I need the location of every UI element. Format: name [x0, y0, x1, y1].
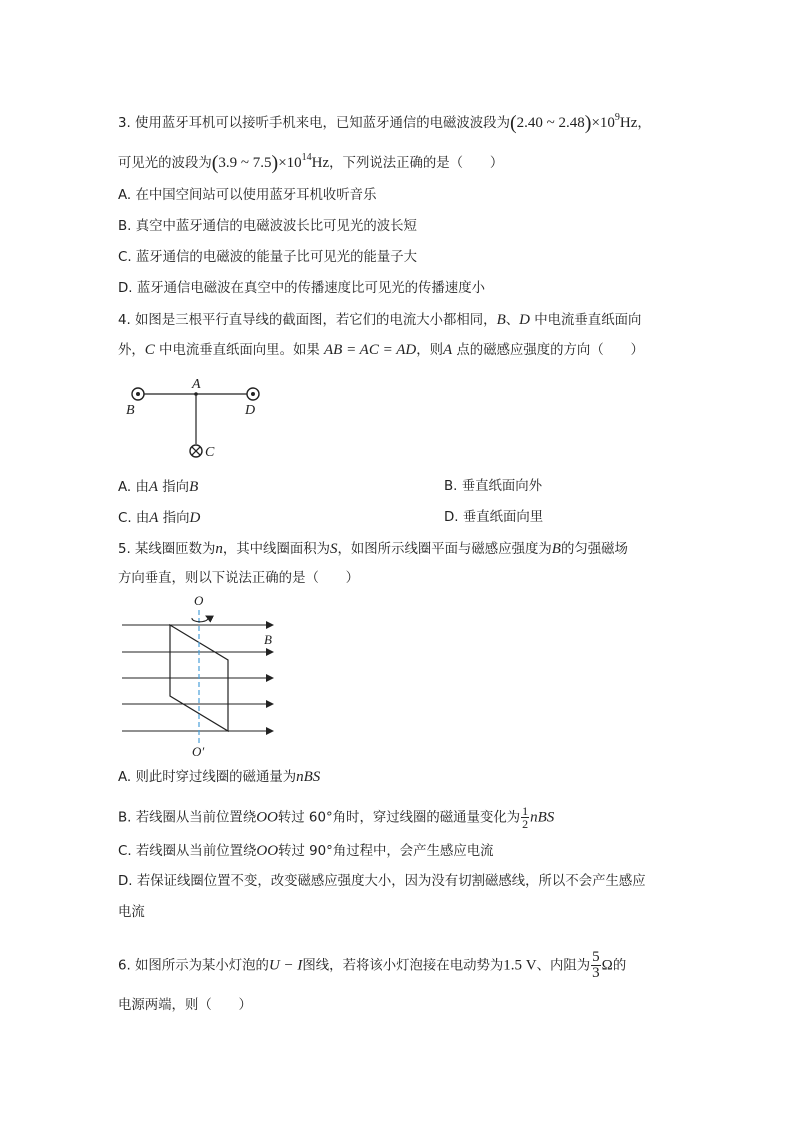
q3-option-a: A. 在中国空间站可以使用蓝牙耳机收听音乐	[118, 188, 377, 203]
q5-stem-line2: 方向垂直，则以下说法正确的是（ ）	[118, 571, 360, 586]
q5-option-d-line1: D. 若保证线圈位置不变，改变磁感应强度大小，因为没有切割磁感线，所以不会产生感应	[118, 874, 646, 889]
q5-option-b: B. 若线圈从当前位置绕OO转过 60°角时，穿过线圈的磁通量变化为 $\frac{1}{2}$ nBS	[118, 804, 555, 831]
wire-b-out-icon	[132, 388, 144, 400]
q4-stem-line1: 4. 如图是三根平行直导线的截面图，若它们的电流大小都相同，B、D 中电流垂直纸面向	[118, 312, 642, 328]
q5-option-d-line2: 电流	[118, 905, 145, 920]
q3-option-c: C. 蓝牙通信的电磁波的能量子比可见光的能量子大	[118, 250, 418, 265]
q3-stem-line1: 3. 使用蓝牙耳机可以接听手机来电，已知蓝牙通信的电磁波波段为(2.40 ~ $2.48)\times 10^9Hz$，	[118, 112, 651, 134]
q6-stem-line2: 电源两端，则（ ）	[118, 998, 252, 1013]
label-o-prime: O′	[192, 744, 205, 759]
q6-stem-line1: 6. 如图所示为某小灯泡的U − I图线，若将该小灯泡接在电动势为1.5 V、内阻为 $\frac{5}{3}$ Ω的	[118, 949, 627, 981]
label-b: B	[126, 403, 135, 418]
q4-wire-diagram	[118, 372, 278, 464]
q3-option-b: B. 真空中蓝牙通信的电磁波波长比可见光的波长短	[118, 219, 417, 234]
label-b-field: B	[264, 632, 272, 647]
q4-option-b: B. 垂直纸面向外	[444, 479, 543, 494]
q4-option-d: D. 垂直纸面向里	[444, 510, 544, 525]
q4-option-c: C. 由A 指向D	[118, 510, 201, 526]
label-c: C	[205, 445, 215, 460]
label-d: D	[245, 403, 256, 418]
q5-option-a: A. 则此时穿过线圈的磁通量为nBS	[118, 769, 321, 785]
q3-stem-line2: 可见光的波段为(3.9 ~ $7.5)\times 10^{14}Hz$，下列说法正确的是（ ）	[118, 152, 504, 174]
q4-option-a: A. 由A 指向B	[118, 479, 199, 495]
wire-c-in-icon	[190, 445, 202, 457]
wire-d-out-icon	[247, 388, 259, 400]
q5-stem-line1: 5. 某线圈匝数为n，其中线圈面积为S，如图所示线圈平面与磁感应强度为B的匀强磁场	[118, 541, 628, 557]
label-a: A	[192, 377, 201, 392]
q5-option-c: C. 若线圈从当前位置绕OO转过 90°角过程中，会产生感应电流	[118, 843, 494, 859]
q5-coil-diagram	[118, 592, 284, 762]
q4-stem-line2: 外，C 中电流垂直纸面向里。如果 AB = AC = AD，则A 点的磁感应强度的方向（ ）	[118, 342, 644, 358]
point-a-dot	[194, 392, 198, 396]
rotation-arrow-icon	[192, 616, 208, 622]
label-o: O	[194, 593, 204, 608]
q3-option-d: D. 蓝牙通信电磁波在真空中的传播速度比可见光的传播速度小	[118, 281, 485, 296]
